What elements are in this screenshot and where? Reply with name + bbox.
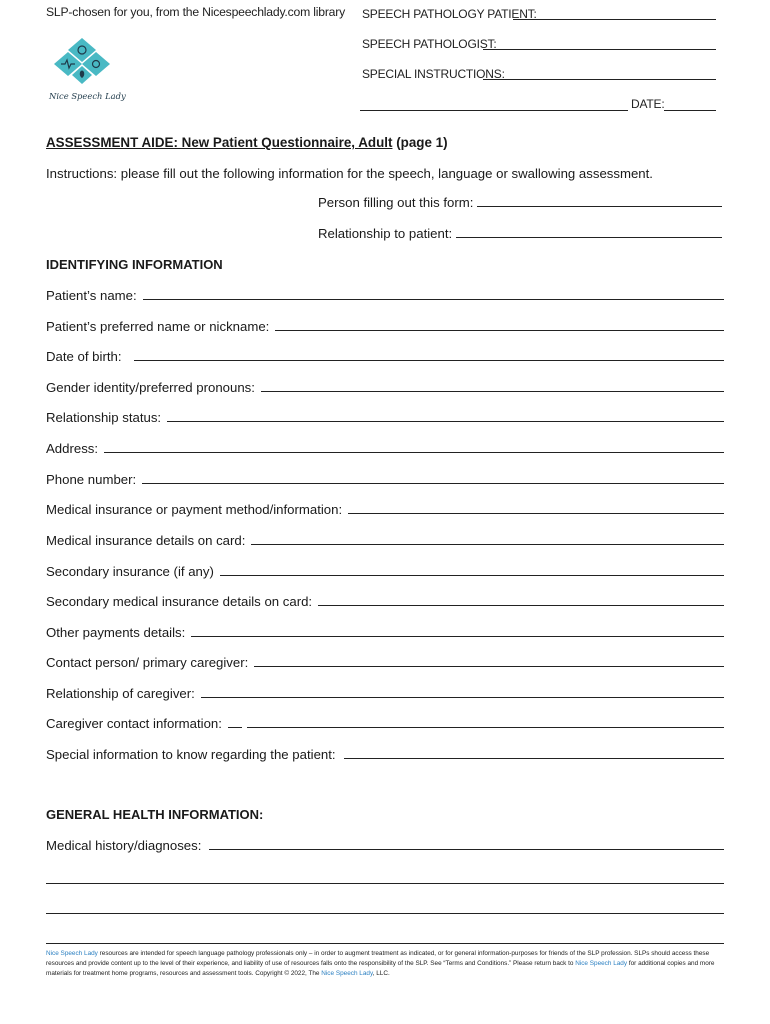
- caregiver-contact-line[interactable]: [247, 727, 724, 728]
- logo-text: Nice Speech Lady: [49, 91, 126, 101]
- form-title-page: (page 1): [392, 135, 448, 150]
- caregiver-relationship-line[interactable]: [201, 697, 724, 698]
- secondary-insurance-label: Secondary insurance (if any): [46, 564, 214, 579]
- form-title: [46, 135, 448, 150]
- logo-diamond-icon: [52, 36, 112, 86]
- medical-history-line-2[interactable]: [46, 883, 724, 884]
- other-payments-label: Other payments details:: [46, 625, 186, 640]
- relationship-status-line[interactable]: [167, 421, 724, 422]
- patient-name-field: [46, 285, 724, 303]
- footer-disclaimer: [46, 949, 726, 979]
- identifying-section-heading: IDENTIFYING INFORMATION: [46, 257, 223, 272]
- patient-line[interactable]: [513, 19, 716, 20]
- secondary-details-field: [46, 591, 724, 609]
- patient-label: SPEECH PATHOLOGY PATIENT:: [362, 7, 537, 21]
- secondary-insurance-line[interactable]: [220, 575, 724, 576]
- footer-brand-2[interactable]: Nice Speech Lady: [575, 960, 628, 967]
- secondary-details-line[interactable]: [318, 605, 724, 606]
- dob-field: [46, 346, 724, 364]
- logo: [49, 36, 126, 101]
- person-filling-label: Person filling out this form:: [318, 195, 474, 210]
- caregiver-contact-field: [46, 713, 724, 731]
- footer-text-1: resources are intended for speech language pathology professionals only – in order to augment treatment as indicated, or for general information-purposes for friends of the SLP profession. SLPs should access these resources and provide content up to the level of their experience, and liability of use of resources falls onto the responsibility of the SLP. See “Terms and Conditions.” Please return back to: [46, 950, 710, 967]
- address-line[interactable]: [104, 452, 724, 453]
- medical-history-line-4[interactable]: [46, 943, 724, 944]
- pathologist-line[interactable]: [483, 49, 716, 50]
- pathologist-label: SPEECH PATHOLOGIST:: [362, 37, 497, 51]
- address-field: [46, 438, 724, 456]
- special-info-line[interactable]: [344, 758, 724, 759]
- relationship-status-label: Relationship status:: [46, 410, 162, 425]
- insurance-line[interactable]: [348, 513, 724, 514]
- special-info-field: [46, 744, 724, 762]
- patient-name-label: Patient’s name:: [46, 288, 137, 303]
- dob-line[interactable]: [134, 360, 725, 361]
- patient-name-line[interactable]: [143, 299, 724, 300]
- preferred-name-label: Patient’s preferred name or nickname:: [46, 319, 270, 334]
- date-label: DATE:: [631, 97, 665, 111]
- instructions-text: Instructions: please fill out the following information for the speech, language or swallowing assessment.: [46, 166, 653, 181]
- form-title-main: ASSESSMENT AIDE: New Patient Questionnaire, Adult: [46, 135, 393, 150]
- footer-text-2: for additional copies and more materials for treatment home programs, resources and assessment tools. Copyright © 2022, The: [46, 960, 715, 977]
- other-payments-line[interactable]: [191, 636, 724, 637]
- medical-history-field: [46, 835, 724, 853]
- special-instructions-label: SPECIAL INSTRUCTIONS:: [362, 67, 505, 81]
- phone-field: [46, 469, 724, 487]
- contact-person-label: Contact person/ primary caregiver:: [46, 655, 249, 670]
- special-info-label: Special information to know regarding the patient:: [46, 747, 336, 762]
- relationship-to-patient-line[interactable]: [456, 237, 722, 238]
- secondary-insurance-field: [46, 561, 724, 579]
- other-payments-field: [46, 622, 724, 640]
- insurance-field: [46, 499, 724, 517]
- medical-history-line[interactable]: [209, 849, 724, 850]
- footer-brand-3[interactable]: Nice Speech Lady: [321, 970, 373, 977]
- gender-field: [46, 377, 724, 395]
- library-note: SLP-chosen for you, from the Nicespeechlady.com library: [46, 5, 346, 19]
- relationship-to-patient-field: [318, 226, 722, 241]
- medical-history-label: Medical history/diagnoses:: [46, 838, 202, 853]
- dob-label: Date of birth:: [46, 349, 122, 364]
- signature-line[interactable]: [360, 110, 628, 111]
- caregiver-contact-line-short[interactable]: [228, 727, 242, 728]
- relationship-to-patient-label: Relationship to patient:: [318, 226, 453, 241]
- contact-person-field: [46, 652, 724, 670]
- phone-label: Phone number:: [46, 472, 137, 487]
- insurance-label: Medical insurance or payment method/information:: [46, 502, 343, 517]
- caregiver-relationship-label: Relationship of caregiver:: [46, 686, 195, 701]
- secondary-details-label: Secondary medical insurance details on card:: [46, 594, 313, 609]
- insurance-details-line[interactable]: [251, 544, 724, 545]
- date-line[interactable]: [664, 110, 716, 111]
- medical-history-line-3[interactable]: [46, 913, 724, 914]
- person-filling-line[interactable]: [477, 206, 722, 207]
- person-filling-field: [318, 195, 722, 210]
- relationship-status-field: [46, 407, 724, 425]
- preferred-name-field: [46, 316, 724, 334]
- caregiver-contact-label: Caregiver contact information:: [46, 716, 222, 731]
- footer-brand-1[interactable]: Nice Speech Lady: [46, 950, 98, 957]
- contact-person-line[interactable]: [254, 666, 724, 667]
- gender-label: Gender identity/preferred pronouns:: [46, 380, 255, 395]
- gender-line[interactable]: [261, 391, 724, 392]
- phone-line[interactable]: [142, 483, 724, 484]
- preferred-name-line[interactable]: [275, 330, 724, 331]
- address-label: Address:: [46, 441, 99, 456]
- footer-text-3: , LLC.: [372, 970, 390, 977]
- insurance-details-label: Medical insurance details on card:: [46, 533, 246, 548]
- caregiver-relationship-field: [46, 683, 724, 701]
- general-health-section-heading: GENERAL HEALTH INFORMATION:: [46, 807, 264, 822]
- special-instructions-line[interactable]: [483, 79, 716, 80]
- insurance-details-field: [46, 530, 724, 548]
